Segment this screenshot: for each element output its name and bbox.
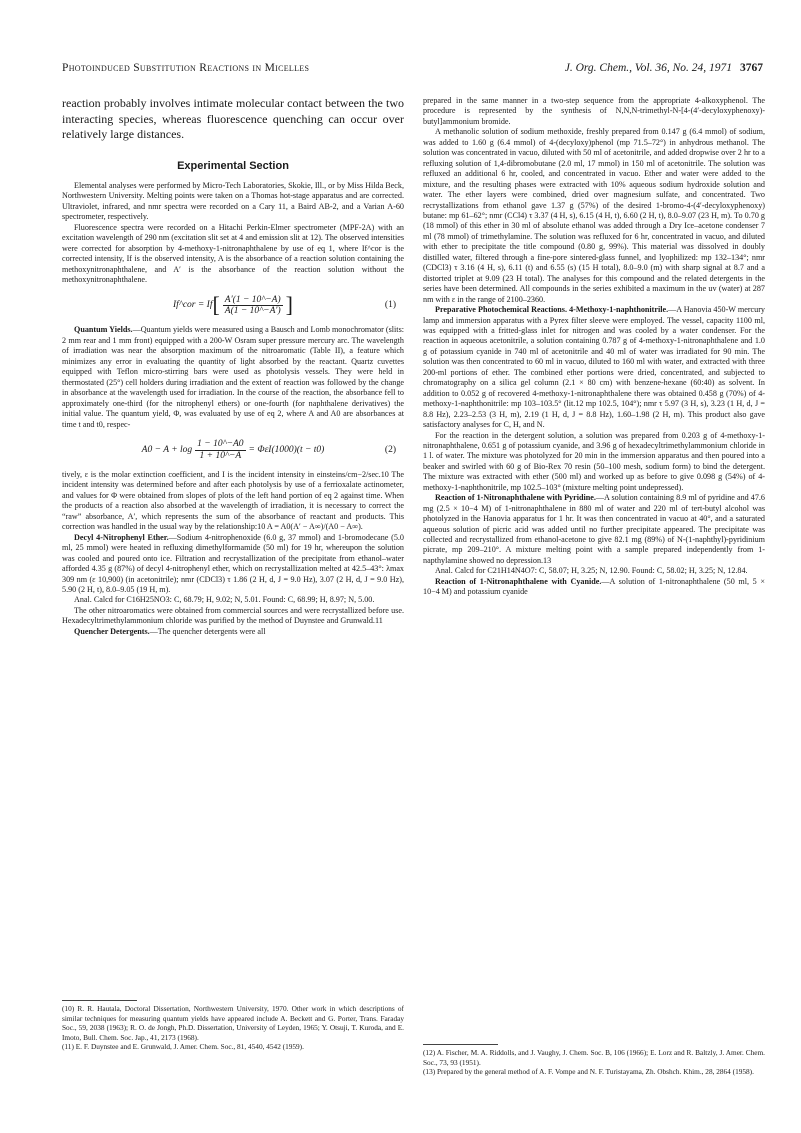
run-in-heading: Quencher Detergents. [74, 626, 150, 636]
paragraph [62, 627, 404, 637]
equation-number: (1) [384, 300, 396, 311]
paragraph: Elemental analyses were performed by Micro-Tech Laboratories, Skokie, Ill., or by Miss Hilda Beck, Northwestern University. Melting points were taken on a Thomas hot-stage apparatus and are corrected. Ultraviolet, infrared, and nmr spectra were recorded on a Cary 11, a Baird AB-2, and a Varian A-60 spectrometer, respectively. [62, 180, 404, 222]
run-in-heading: Reaction of 1-Nitronaphthalene with Cyanide. [435, 576, 602, 586]
right-column [423, 96, 765, 598]
bracket-close: ] [285, 292, 293, 318]
footnotes-left [62, 1004, 404, 1052]
paragraph: prepared in the same manner in a two-step sequence from the appropriate 4-alkoxyphenol. The procedure is represented by the synthesis of N,N,N-trimethyl-N-[4-(4′-decyloxyphenoxy)-butyl]ammonium bromide. [423, 96, 765, 126]
run-in-heading: Preparative Photochemical Reactions. 4-Methoxy-1-naphthonitrile. [435, 305, 669, 315]
lead-paragraph: reaction probably involves intimate molecular contact between the two interacting species, whereas fluorescence quenching can occur over relatively large distances. [62, 96, 404, 141]
eq2-fraction [195, 439, 245, 461]
paragraph: Fluorescence spectra were recorded on a Hitachi Perkin-Elmer spectrometer (MPF-2A) with an excitation wavelength of 290 nm (excitation slit set at 4 and emission slit at 12). The observed intensities were corrected for absorption by 4-methoxy-1-nitronaphthalene by use of eq 1, where If^cor is the corrected intensity, If is the observed intensity, A is the absorbance of a reaction solution containing the methoxynitronaphthalene, and A′ is the absorbance of the reaction solution without the methoxynitronaphthalene. [62, 222, 404, 285]
equation-number: (2) [384, 444, 396, 455]
footnotes-right [423, 1048, 765, 1077]
paragraph: For the reaction in the detergent solution, a solution was prepared from 0.203 g of 4-methoxy-1-nitronaphthalene, 0.651 g of potassium cyanide, and 3.96 g of hexadecyltrimethylammonium chloride in 1 l. of water. The mixture was photolyzed for 20 min in the immersion apparatus and then poured into a beaker and swirled with 60 g of Bio-Rex 70 resin (50–100 mesh, sodium form) to bind the detergent. The mixture was extracted with ether (500 ml) and worked up as before to give 0.098 g (54%) of 4-methoxy-1-naphthonitrile, mp 102.5–103° (mixture melting point undepressed). [423, 430, 765, 492]
paragraph-text: —A Hanovia 450-W mercury lamp and immersion apparatus with a Pyrex filter sleeve were employed. The vessel, capacity 1100 ml, was equipped with a fritted-glass inlet for nitrogen and was cooled by a water condenser. For the reaction in aqueous acetonitrile, a solution containing 0.787 g of 4-methoxy-1-nitronaphthalene and 1.0 g of potassium cyanide in 740 ml of acetonitrile and 40 ml of water was irradiated for 90 min. The solution was then concentrated to 60 ml in vacuo, diluted to 160 ml with water, and extracted with three 200-ml portions of ether. The combined ether portions were dried, concentrated, and subjected to chromatography on a silica gel column (2.1 × 80 cm) with benzene-hexane (60:40) as solvent. In addition to 0.052 g of recovered 4-methoxy-1-nitronaphthalene there was obtained 0.458 g (70%) of 4-methoxy-1-naphthonitrile: mp 103–103.5° (lit.12 mp 102.5, 104°); nmr τ 5.97 (3 H, s), 3.23 (1 H, d, J = 8.8 Hz), 2.23–2.53 (3 H, m), 2.19 (1 H, d, J = 8.8 Hz), 1.60–1.98 (2 H, m). This product also gave satisfactory analyses for C, H, and N. [423, 305, 765, 430]
footnote-rule [62, 1000, 137, 1001]
run-in-heading: Decyl 4-Nitrophenyl Ether. [74, 532, 169, 542]
left-column [62, 96, 404, 637]
paragraph [62, 533, 404, 596]
footnote: (13) Prepared by the general method of A. F. Vompe and N. F. Turistayama, Zh. Obshch. Khim., 28, 2864 (1958). [423, 1067, 754, 1077]
section-title: Experimental Section [177, 159, 289, 172]
analysis-paragraph: Anal. Calcd for C16H25NO3: C, 68.79; H, 9.02; N, 5.01. Found: C, 68.99; H, 8.97; N, 5.00. [74, 595, 375, 605]
paragraph-text: —Sodium 4-nitrophenoxide (6.0 g, 37 mmol) and 1-bromodecane (5.0 ml, 25 mmol) were heated in refluxing dimethylformamide (50 ml) for 19 hr, whereupon the solution was cooled and poured onto ice. Filtration and recrystallization of the precipitate from ethanol–water afforded 4.35 g (87%) of decyl 4-nitrophenyl ether, which on recrystallization melted at 42.5–43°: λmax 309 nm (ε 10,900) (in acetonitrile); nmr (CDCl3) τ 1.86 (2 H, d, J = 9.0 Hz), 3.07 (2 H, d, J = 9.0 Hz), 5.90 (2 H, t), 8.0–9.05 (19 H, m). [62, 532, 404, 594]
journal-name: J. Org. Chem., Vol. 36, No. 24, 1971 [564, 62, 732, 74]
journal-citation [565, 62, 763, 74]
bracket-open: [ [212, 292, 220, 318]
page-header [62, 62, 763, 82]
paragraph [423, 305, 765, 430]
footnote: (10) R. R. Hautala, Doctoral Dissertation, Northwestern University, 1970. Other work in which descriptions of similar techniques for measuring quantum yields have appeared include A. Beckett and G. Porter, Trans. Faraday Soc., 59, 2038 (1963); R. O. de Jongh, Ph.D. Dissertation, University of Leyden, 1965; Y. Otsuji, T. Kuroda, and E. Imoto, Bull. Chem. Soc. Jap., 41, 2173 (1968). [62, 1004, 404, 1042]
eq2-denominator: 1 + 10^−A [199, 450, 242, 461]
footnote: (12) A. Fischer, M. A. Riddolls, and J. Vaughy, J. Chem. Soc. B, 106 (1966); E. Lorz and R. Baltzly, J. Amer. Chem. Soc., 73, 93 (1951). [423, 1048, 765, 1067]
paragraph [423, 577, 765, 598]
paragraph [62, 325, 404, 430]
paragraph-text: —A solution containing 8.9 ml of pyridine and 47.6 mg (2.5 × 10−4 M) of 1-nitronaphthalene in 880 ml of water and 220 ml of tert-butyl alcohol was photolyzed in the Hanovia apparatus for 1 hr. It was then concentrated in vacuo at 40°, and a saturated aqueous solution of picric acid was added until no further precipitate appeared. The precipitate was collected and recrystallized from ethanol-acetone to give 82.1 mg (89%) of N-(1-naphthyl)-pyridinium picrate, mp 209–210°. A mixture melting point with a sample prepared independently from 1-napthylamine showed no depression.13 [423, 493, 765, 565]
eq1-denominator: A(1 − 10^−A′) [224, 305, 281, 316]
paragraph: tively, ε is the molar extinction coefficient, and I is the incident intensity in einsteins/cm−2/sec.10 The incident intensity was determined before and after each photolysis by use of a ferrioxalate actinometer, and values for Φ were obtained from slopes of plots of the left hand portion of eq 2 against time. When the products of a reaction also absorbed at the wavelength of irradiation, it is necessary to correct the “raw” absorbance, A′, which represents the sum of the absorbance of reactant and products. This correction was handled in the usual way by the relationship:10 A = A0(A′ − A∞)/(A0 − A∞). [62, 470, 404, 532]
paragraph-text: —A solution of 1-nitronaphthalene (50 ml, 5 × 10−4 M) and potassium cyanide [423, 576, 765, 597]
footnote: (11) E. F. Duynstee and E. Grunwald, J. Amer. Chem. Soc., 81, 4540, 4542 (1959). [62, 1042, 304, 1052]
equation-1 [62, 285, 404, 325]
page-number: 3767 [740, 62, 763, 74]
run-in-heading: Reaction of 1-Nitronaphthalene with Pyridine. [435, 493, 596, 503]
eq2-rhs: = ΦεI(1000)(t − t0) [248, 444, 325, 455]
running-title: Photoinduced Substitution Reactions in Micelles [62, 62, 310, 74]
eq1-numerator: A′(1 − 10^−A) [224, 294, 281, 305]
equation-2 [62, 430, 404, 470]
paragraph-text: —The quencher detergents were all [149, 626, 266, 636]
paragraph: The other nitroaromatics were obtained from commercial sources and were recrystallized before use. Hexadecyltrimethylammonium chloride was purified by the method of Duynstee and Grunwald.11 [62, 605, 404, 626]
analysis-paragraph: Anal. Calcd for C21H14N4O7: C, 58.07; H, 3.25; N, 12.90. Found: C, 58.02; H, 3.25; N, 12.84. [435, 566, 748, 576]
eq1-fraction [223, 295, 283, 317]
paragraph: A methanolic solution of sodium methoxide, freshly prepared from 0.147 g (6.4 mmol) of sodium, was added to 1.60 g (6.4 mmol) of 4-(decyloxy)phenol (mp 71.5–72°) in anhydrous methanol. The solution was concentrated in vacuo, diluted with 50 ml of acetonitrile, and added dropwise over 2 hr to a refluxing solution of 1,4-dibromobutane (2.0 ml, 17 mmol) in 150 ml of acetonitrile. The solution was refluxed an additional 6 hr, cooled, and concentrated in vacuo. Ether and water were added to the mixture, and the resulting phases were extracted with 10% aqueous sodium hydroxide solution and water. The ether layers were combined, dried over magnesium sulfate, and concentrated. Two recrystallizations from ethanol gave 1.37 g (57%) of the desired 1-bromo-4-(4′-decyloxyphenoxy) butane: mp 61–62°; nmr (CCl4) τ 3.37 (4 H, s), 6.15 (4 H, t), 6.60 (2 H, t), 8.0–9.07 (23 H, m). To 0.70 g (18 mmol) of this ether in 30 ml of absolute ethanol was added through a Dry Ice–acetone condenser 7 ml (78 mmol) of trimethylamine. The solution was refluxed for 6 hr, concentrated in vacuo, and diluted with ether to precipitate the title compound (0.80 g, 99%). This material was dissolved in doubly distilled water, filtered through a fine-pore sintered-glass funnel, and lyophilized: mp 132–134°; nmr (CDCl3) τ 3.16 (4 H, s), 6.11 (t) and 6.55 (s) (15 H total), 8.0–9.0 (m) with sharp signal at 8.7 and a distorted triplet at 9.09 (23 H total). The analyses for this compound and the related detergents in the series have been determined. All compounds in the series exhibited a maximum in the uv (water) at 287 nm with ε in the range of 2100–2360. [423, 127, 765, 304]
eq2-lhs: A0 − A + log [141, 444, 193, 455]
paragraph [423, 493, 765, 566]
paragraph-text: —Quantum yields were measured using a Bausch and Lomb monochromator (slits: 2 mm rear and 1 mm front) equipped with a 200-W Osram super pressure mercury arc. The wavelength of irradiation was near the absorption maximum of the nitroaromatic (Table II), a feature which minimizes any error in evaluating the quantity of light absorbed by the reactant. Quartz cuvettes equipped with Teflon micro-stirring bars were used as photolysis vessels. They were held in thermostated (25°) cell holders during irradiation and the extent of reaction was followed by the change in absorbance at the wavelength used for irradiation. In the course of the reaction, the absorbance fell to approximately one-third (for the nitrophenyl ethers) or one-fourth (for naphthalene derivatives) the initial value. The quantum yield, Φ, was evaluated by use of eq 2, where A and A0 are absorbances at time t and t0, respec- [62, 325, 404, 429]
eq1-lhs: If^cor = If [173, 300, 213, 311]
footnote-rule [423, 1044, 498, 1045]
run-in-heading: Quantum Yields. [74, 325, 133, 335]
eq2-numerator: 1 − 10^−A0 [197, 439, 244, 450]
